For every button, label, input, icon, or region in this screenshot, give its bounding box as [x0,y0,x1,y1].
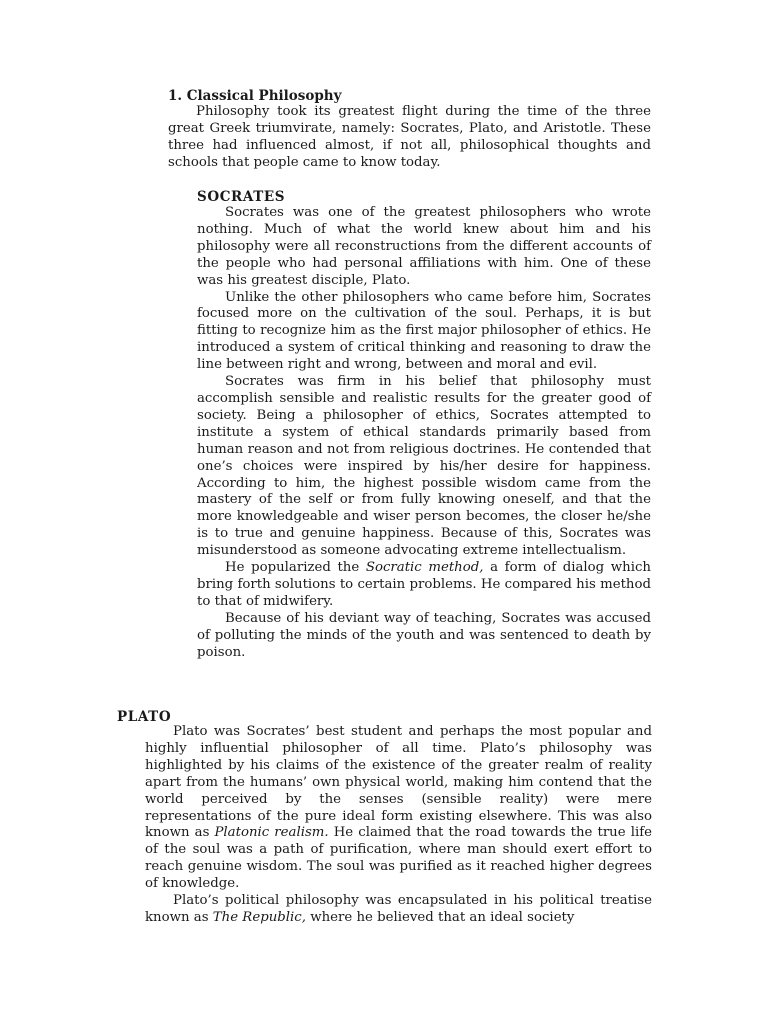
classical-philosophy-body [168,104,651,172]
socrates-body [197,205,651,661]
paragraph [145,724,652,893]
text-run: He claimed that the road towards the true life of the soul was a path of purification, where man should exert effort to reach genuine wisdom. The soul was purified as it reached higher degrees of knowledge. [145,825,652,892]
title-the-republic: The Republic, [212,909,306,925]
plato-body [145,724,652,927]
section-heading-plato: PLATO [117,709,172,725]
paragraph: Unlike the other philosophers who came before him, Socrates focused more on the cultivation of the soul. Perhaps, it is but fitting to recognize him as the first major philosopher of ethics. He introduced a system of critical thinking and reasoning to draw the line between right and wrong, between and moral and evil. [197,289,651,373]
term-platonic-realism: Platonic realism. [214,825,329,841]
section-heading-socrates: SOCRATES [197,189,286,205]
text-run: a form of dialog which bring forth solutions to certain problems. He compared his method to that of midwifery. [197,560,651,609]
paragraph [197,560,651,611]
term-socratic-method: Socratic method, [365,560,484,576]
text-run: Plato was Socrates’ best student and perhaps the most popular and highly influential philosopher of all time. Plato’s philosophy was highlighted by his claims of the existence of the greater realm of reality apart from the humans’ own physical world, making him contend that the world perceived by the senses (sensible reality) were mere representations of the pure ideal form existing elsewhere. This was also known as [145,724,652,841]
paragraph [145,893,652,927]
text-run: Plato’s political philosophy was encapsulated in his political treatise known as [145,893,652,925]
paragraph: Socrates was firm in his belief that philosophy must accomplish sensible and realistic results for the greater good of society. Being a philosopher of ethics, Socrates attempted to institute a system of ethical standards primarily based from human reason and not from religious doctrines. He contended that one’s choices were inspired by his/her desire for happiness. According to him, the highest possible wisdom came from the mastery of the self or from fully knowing oneself, and that the more knowledgeable and wiser person becomes, the closer he/she is to true and genuine happiness. Because of this, Socrates was misunderstood as someone advocating extreme intellectualism. [197,374,651,559]
paragraph: Socrates was one of the greatest philosophers who wrote nothing. Much of what the world knew about him and his philosophy were all reconstructions from the different accounts of the people who had personal affiliations with him. One of these was his greatest disciple, Plato. [197,205,651,288]
text-run: where he believed that an ideal society [305,909,575,925]
text-run: He popularized the [225,560,366,576]
paragraph: Because of his deviant way of teaching, Socrates was accused of polluting the minds of the youth and was sentenced to death by poison. [197,610,651,660]
paragraph: Philosophy took its greatest flight during the time of the three great Greek triumvirate, namely: Socrates, Plato, and Aristotle. These three had influenced almost, if not all, philosophical thoughts and schools that people came to know today. [168,104,651,170]
section-heading-classical-philosophy: 1. Classical Philosophy [168,88,342,104]
